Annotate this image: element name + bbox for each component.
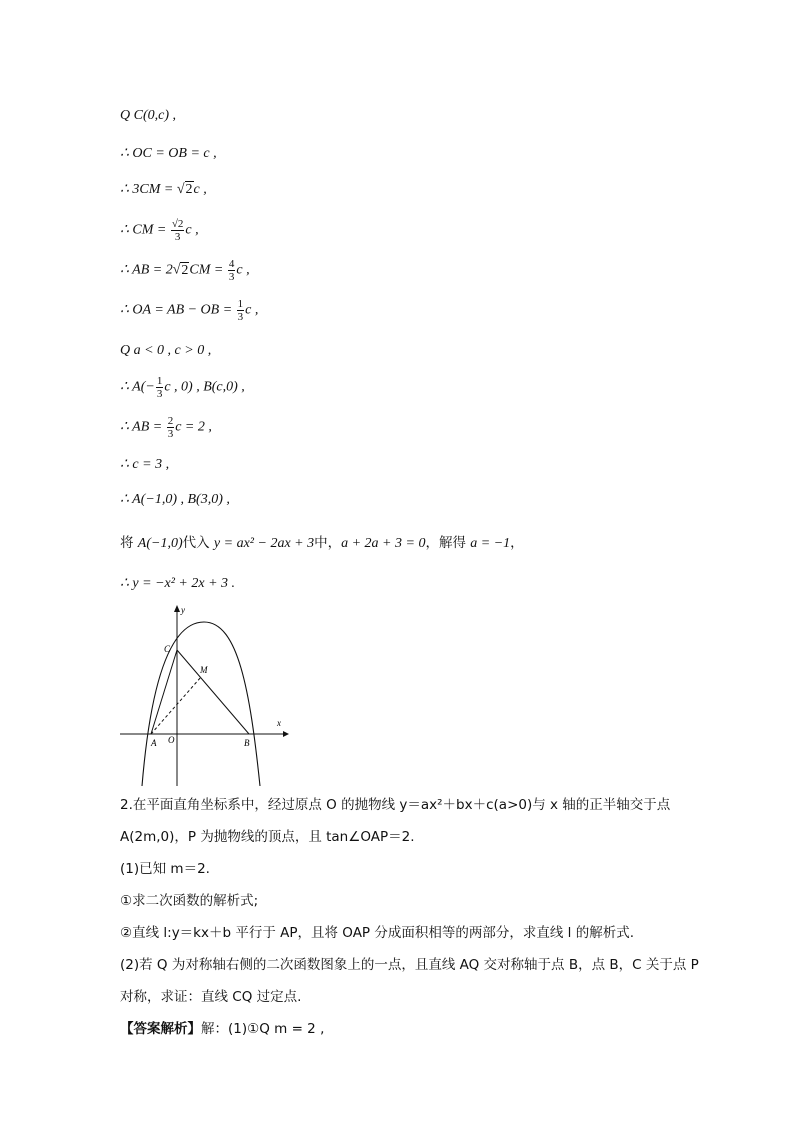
label-b: B <box>244 738 250 748</box>
step-cm: ∴ CM = $\frac{√2}{3}$ c , <box>120 218 199 243</box>
problem-2-sub-1: ①求二次函数的解析式; <box>120 893 259 909</box>
answer-line <box>120 1021 324 1037</box>
label-m: M <box>200 665 208 675</box>
problem-2-sub-2: ②直线 l:y＝kx＋b 平行于 AP，且将 OAP 分成面积相等的两部分，求直线 l 的解析式. <box>120 925 634 941</box>
label-x: x <box>277 718 281 728</box>
step-oc-ob: ∴ OC = OB = c , <box>120 146 217 161</box>
step-oa: ∴ OA = AB − OB = $\frac{1}{3}$ c , <box>120 298 259 323</box>
problem-2-part-2-line-1: (2)若 Q 为对称轴右侧的二次函数图象上的一点，且直线 AQ 交对称轴于点 B，点 B，C 关于点 P <box>120 957 699 973</box>
y-axis-arrow <box>174 605 180 612</box>
step-sign: Q a < 0 , c > 0 , <box>120 343 212 358</box>
step-final-equation: ∴ y = −x² + 2x + 3 . <box>120 576 236 591</box>
problem-2-line-2: A(2m,0)，P 为抛物线的顶点，且 tan∠OAP＝2. <box>120 829 415 845</box>
parabola-curve <box>142 622 260 786</box>
segment-am-dashed <box>151 677 201 734</box>
label-y: y <box>181 605 185 615</box>
problem-2-part-2-line-2: 对称，求证：直线 CQ 过定点. <box>120 989 302 1005</box>
step-ab-equals-2: ∴ AB = $\frac{2}{3}$ c = 2 , <box>120 415 212 440</box>
label-c: C <box>164 644 171 654</box>
step-3cm: ∴ 3CM = √2c , <box>120 182 207 197</box>
label-o: O <box>168 735 175 745</box>
problem-2-part-1: (1)已知 m＝2. <box>120 861 210 877</box>
label-a: A <box>151 738 157 748</box>
step-c-point: Q C(0,c) , <box>120 108 176 123</box>
answer-tag: 【答案解析】 <box>120 1021 201 1037</box>
parabola-figure <box>110 600 300 790</box>
step-a-b-values: ∴ A(−1,0) , B(3,0) , <box>120 492 230 507</box>
step-a-b-coords: ∴ A(− $\frac{1}{3}$ c , 0) , B(c,0) , <box>120 375 245 400</box>
step-ab: ∴ AB = 2√2CM = $\frac{4}{3}$ c , <box>120 258 250 283</box>
x-axis-arrow <box>283 731 289 737</box>
problem-2-line-1: 2.在平面直角坐标系中，经过原点 O 的抛物线 y＝ax²＋bx＋c(a>0)与 x 轴的正半轴交于点 <box>120 797 671 813</box>
step-substitute: 将 A(−1,0)代入 y = ax² − 2ax + 3中，a + 2a + 3 = 0，解得 a = −1， <box>120 535 524 551</box>
step-c-value: ∴ c = 3 , <box>120 457 170 472</box>
answer-start: 解：(1)①Q m = 2 , <box>201 1021 325 1037</box>
